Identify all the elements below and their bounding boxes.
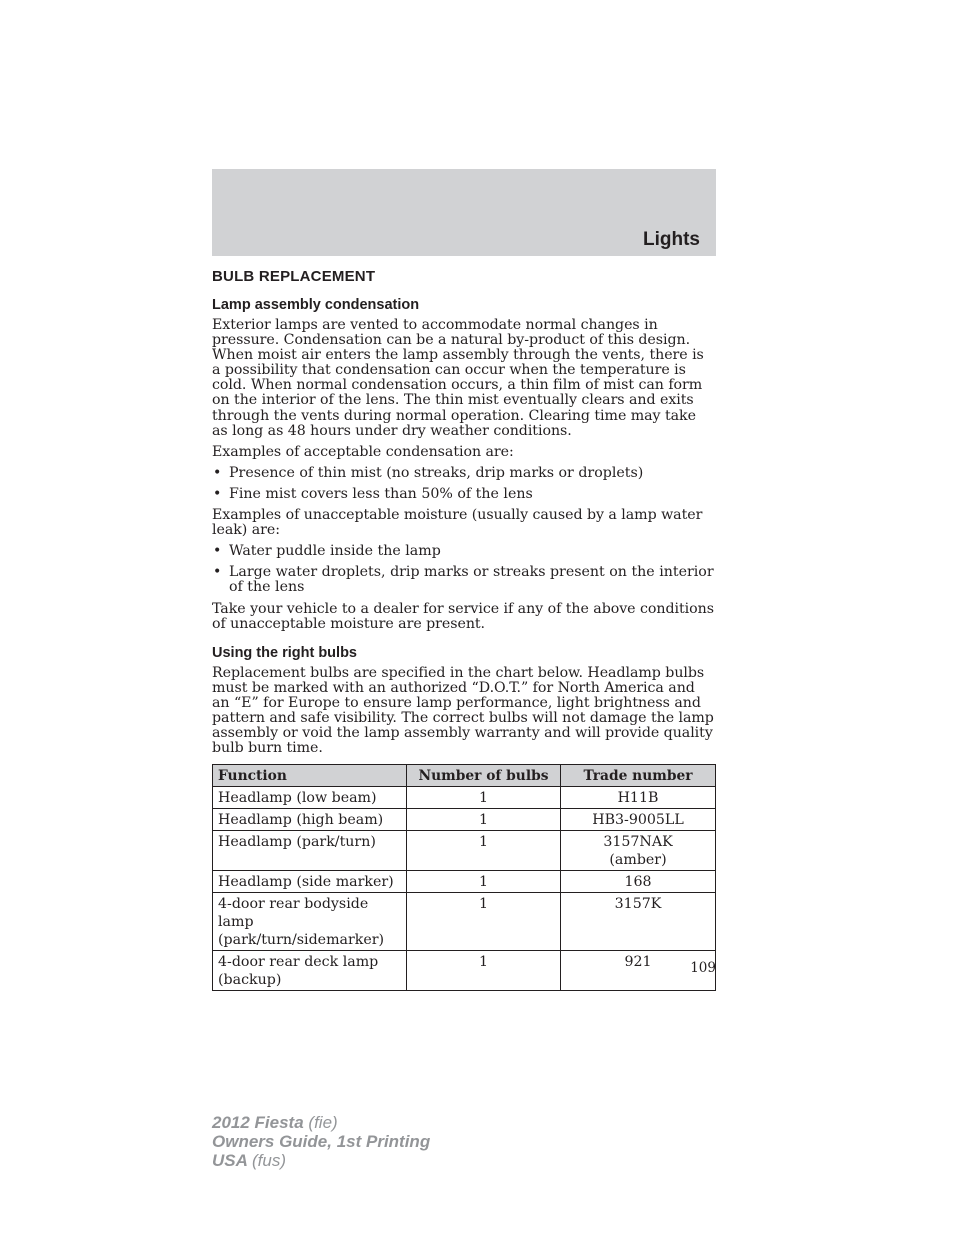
column-header-number: Number of bulbs (407, 765, 561, 787)
unacceptable-list (212, 544, 716, 595)
bulb-table (212, 764, 716, 991)
table-row (213, 787, 716, 809)
list-item: • Water puddle inside the lamp (212, 544, 716, 559)
main-heading: BULB REPLACEMENT (212, 268, 376, 285)
cell-trade: 921 (561, 951, 716, 991)
cell-number: 1 (407, 951, 561, 991)
cell-function: Headlamp (side marker) (213, 871, 407, 893)
table-row (213, 809, 716, 831)
bulbs-heading: Using the right bulbs (212, 644, 357, 661)
footer-line-1 (212, 1113, 430, 1132)
table-row (213, 893, 716, 951)
cell-trade: 3157K (561, 893, 716, 951)
cell-function: Headlamp (park/turn) (213, 831, 407, 871)
cell-number: 1 (407, 831, 561, 871)
list-item: • Fine mist covers less than 50% of the lens (212, 487, 716, 502)
footer-model-code: (fie) (308, 1113, 338, 1132)
column-header-function: Function (213, 765, 407, 787)
condensation-intro: Exterior lamps are vented to accommodate normal changes in pressure. Condensation can be a natural by-product of this design. When moist air enters the lamp assembly through the vents, there is a possibility that condensation can occur when the temperature is cold. When normal condensation occurs, a thin film of mist can form on the interior of the lens. The thin mist eventually clears and exits through the vents during normal operation. Clearing time may take as long as 48 hours under dry weather conditions. (212, 317, 704, 439)
acceptable-list (212, 466, 716, 502)
unacceptable-intro: Examples of unacceptable moisture (usually caused by a lamp water leak) are: (212, 507, 703, 539)
cell-number: 1 (407, 787, 561, 809)
table-row (213, 871, 716, 893)
footer-imprint (212, 1113, 430, 1170)
cell-trade: 3157NAK (amber) (561, 831, 716, 871)
cell-function: Headlamp (high beam) (213, 809, 407, 831)
page-number: 109 (690, 960, 716, 976)
cell-number: 1 (407, 809, 561, 831)
footer-line-2: Owners Guide, 1st Printing (212, 1132, 431, 1151)
cell-trade: HB3-9005LL (561, 809, 716, 831)
footer-market: USA (212, 1151, 248, 1170)
list-item: • Presence of thin mist (no streaks, drip marks or droplets) (212, 466, 716, 481)
list-item: • Large water droplets, drip marks or streaks present on the interior of the lens (212, 565, 716, 595)
section-header-band (212, 169, 716, 256)
section-title: Lights (643, 229, 700, 250)
acceptable-intro: Examples of acceptable condensation are: (212, 443, 514, 460)
table-row (213, 831, 716, 871)
cell-number: 1 (407, 871, 561, 893)
footer-line-3 (212, 1151, 430, 1170)
table-header-row (213, 765, 716, 787)
cell-trade: 168 (561, 871, 716, 893)
cell-function: 4-door rear bodyside lamp (park/turn/sidemarker) (213, 893, 407, 951)
cell-trade: H11B (561, 787, 716, 809)
condensation-heading: Lamp assembly condensation (212, 297, 420, 313)
bulbs-intro: Replacement bulbs are specified in the chart below. Headlamp bulbs must be marked with an authorized “D.O.T.” for North America and an “E” for Europe to ensure lamp performance, light brightness and pattern and safe visibility. The correct bulbs will not damage the lamp assembly or void the lamp assembly warranty and will provide quality bulb burn time. (212, 664, 714, 757)
cell-function: 4-door rear deck lamp (backup) (213, 951, 407, 991)
page-content (212, 268, 716, 991)
cell-number: 1 (407, 893, 561, 951)
column-header-trade: Trade number (561, 765, 716, 787)
footer-model: 2012 Fiesta (212, 1113, 304, 1132)
footer-market-code: (fus) (252, 1151, 286, 1170)
cell-function: Headlamp (low beam) (213, 787, 407, 809)
service-note: Take your vehicle to a dealer for service if any of the above conditions of unacceptable moisture are present. (212, 600, 714, 632)
